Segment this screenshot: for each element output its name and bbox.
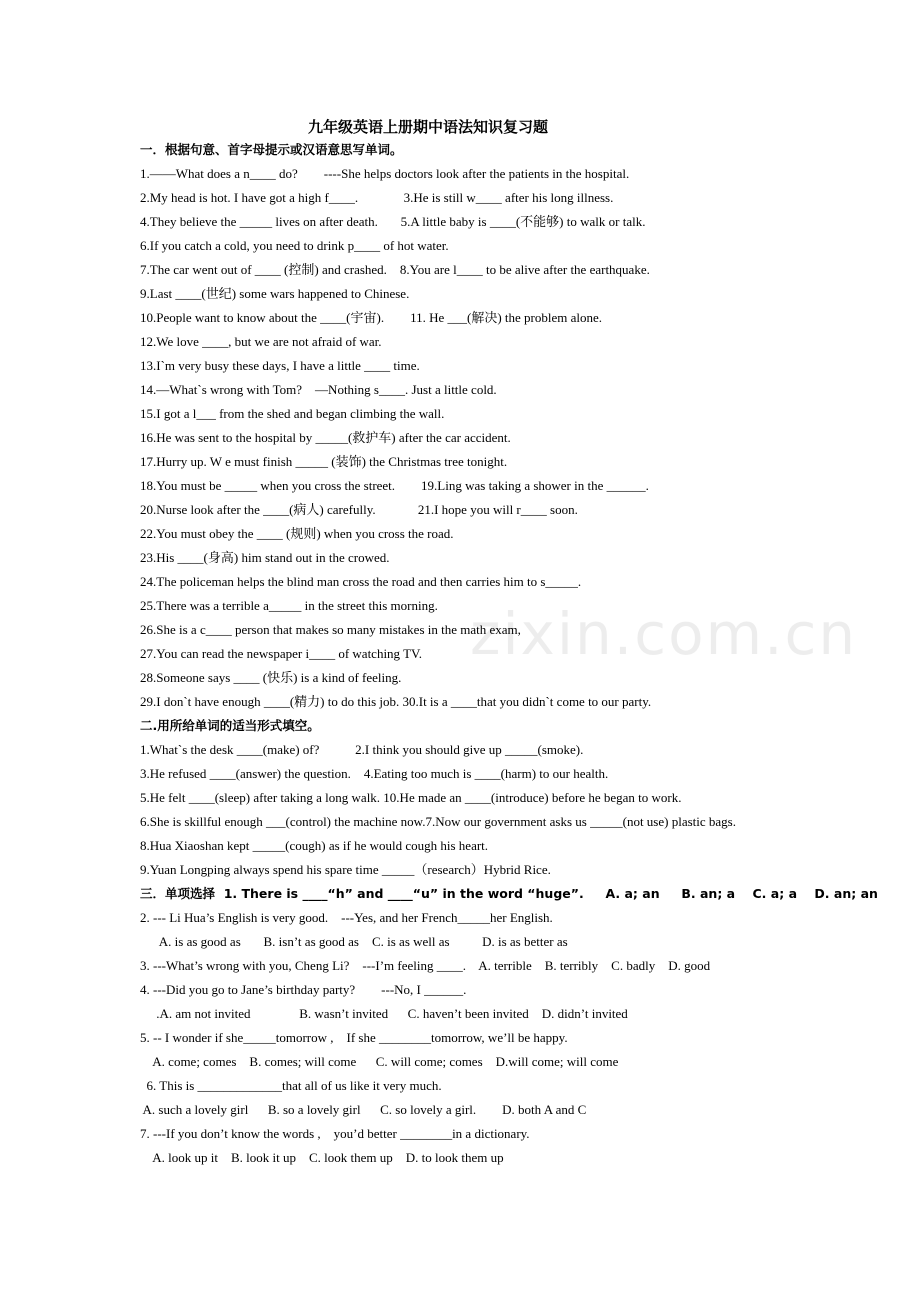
exercise-line: 3.He refused ____(answer) the question. 4.Eating too much is ____(harm) to our health. — [140, 766, 609, 781]
exercise-line: 9.Last ____(世纪) some wars happened to Chinese. — [140, 286, 410, 301]
exercise-line: 13.I`m very busy these days, I have a little ____ time. — [140, 358, 420, 373]
exercise-line: 2. --- Li Hua’s English is very good. ---Yes, and her French_____her English. — [140, 910, 553, 925]
exercise-line: 28.Someone says ____ (快乐) is a kind of feeling. — [140, 670, 402, 685]
exercise-line: 27.You can read the newspaper i____ of watching TV. — [140, 646, 422, 661]
exercise-line: 16.He was sent to the hospital by _____(救护车) after the car accident. — [140, 430, 511, 445]
exercise-line: 4.They believe the _____ lives on after death. 5.A little baby is ____(不能够) to walk or talk. — [140, 214, 646, 229]
exercise-line: 6. This is _____________that all of us like it very much. — [140, 1078, 442, 1093]
exercise-line: 9.Yuan Longping always spend his spare time _____（research）Hybrid Rice. — [140, 862, 551, 877]
exercise-line: 24.The policeman helps the blind man cross the road and then carries him to s_____. — [140, 574, 582, 589]
section-heading: 一．根据句意、首字母提示或汉语意思写单词。 — [140, 142, 403, 157]
exercise-line: 4. ---Did you go to Jane’s birthday party? ---No, I ______. — [140, 982, 467, 997]
exercise-line: 6.She is skillful enough ___(control) the machine now.7.Now our government asks us _____(not use) plastic bags. — [140, 814, 736, 829]
exercise-line: 1.What`s the desk ____(make) of? 2.I think you should give up _____(smoke). — [140, 742, 584, 757]
exercise-line: 1.——What does a n____ do? ----She helps doctors look after the patients in the hospital. — [140, 166, 630, 181]
exercise-line: 23.His ____(身高) him stand out in the crowed. — [140, 550, 390, 565]
exercise-line: 3. ---What’s wrong with you, Cheng Li? ---I’m feeling ____. A. terrible B. terribly C. badly D. good — [140, 958, 711, 973]
exercise-line: 5.He felt ____(sleep) after taking a long walk. 10.He made an ____(introduce) before he began to work. — [140, 790, 682, 805]
exercise-line: 18.You must be _____ when you cross the street. 19.Ling was taking a shower in the ______. — [140, 478, 649, 493]
exercise-line: 20.Nurse look after the ____(病人) carefully. 21.I hope you will r____ soon. — [140, 502, 578, 517]
exercise-line: A. such a lovely girl B. so a lovely girl C. so lovely a girl. D. both A and C — [140, 1102, 587, 1117]
exercise-line: A. look up it B. look it up C. look them up D. to look them up — [140, 1150, 504, 1165]
exercise-line: .A. am not invited B. wasn’t invited C. haven’t been invited D. didn’t invited — [140, 1006, 628, 1021]
exercise-line: 22.You must obey the ____ (规则) when you cross the road. — [140, 526, 454, 541]
exercise-line: 2.My head is hot. I have got a high f____. 3.He is still w____ after his long illness. — [140, 190, 614, 205]
exercise-line: 10.People want to know about the ____(宇宙). 11. He ___(解决) the problem alone. — [140, 310, 603, 325]
section-heading: 三．单项选择 1. There is ____“h” and ____“u” in the word “huge”. A. a; an B. an; a C. a; a D. an; an — [140, 886, 878, 901]
exercise-line: A. is as good as B. isn’t as good as C. is as well as D. is as better as — [140, 934, 568, 949]
exercise-line: 29.I don`t have enough ____(精力) to do this job. 30.It is a ____that you didn`t come to our party. — [140, 694, 652, 709]
exercise-line: 12.We love ____, but we are not afraid of war. — [140, 334, 382, 349]
exercise-line: 8.Hua Xiaoshan kept _____(cough) as if he would cough his heart. — [140, 838, 489, 853]
exercise-line: 26.She is a c____ person that makes so many mistakes in the math exam, — [140, 622, 521, 637]
document-title: 九年级英语上册期中语法知识复习题 — [307, 118, 548, 136]
exercise-line: A. come; comes B. comes; will come C. will come; comes D.will come; will come — [140, 1054, 619, 1069]
watermark-text: zixin.com.cn — [470, 600, 858, 668]
exercise-line: 5. -- I wonder if she_____tomorrow , If she ________tomorrow, we’ll be happy. — [140, 1030, 568, 1045]
section-heading: 二.用所给单词的适当形式填空。 — [140, 718, 320, 733]
exercise-line: 7.The car went out of ____ (控制) and crashed. 8.You are l____ to be alive after the earthquake. — [140, 262, 650, 277]
exercise-line: 14.—What`s wrong with Tom? —Nothing s____. Just a little cold. — [140, 382, 497, 397]
exercise-line: 17.Hurry up. W e must finish _____ (装饰) the Christmas tree tonight. — [140, 454, 508, 469]
exercise-line: 6.If you catch a cold, you need to drink p____ of hot water. — [140, 238, 449, 253]
exercise-line: 25.There was a terrible a_____ in the street this morning. — [140, 598, 438, 613]
exercise-line: 7. ---If you don’t know the words , you’d better ________in a dictionary. — [140, 1126, 530, 1141]
exercise-line: 15.I got a l___ from the shed and began climbing the wall. — [140, 406, 445, 421]
